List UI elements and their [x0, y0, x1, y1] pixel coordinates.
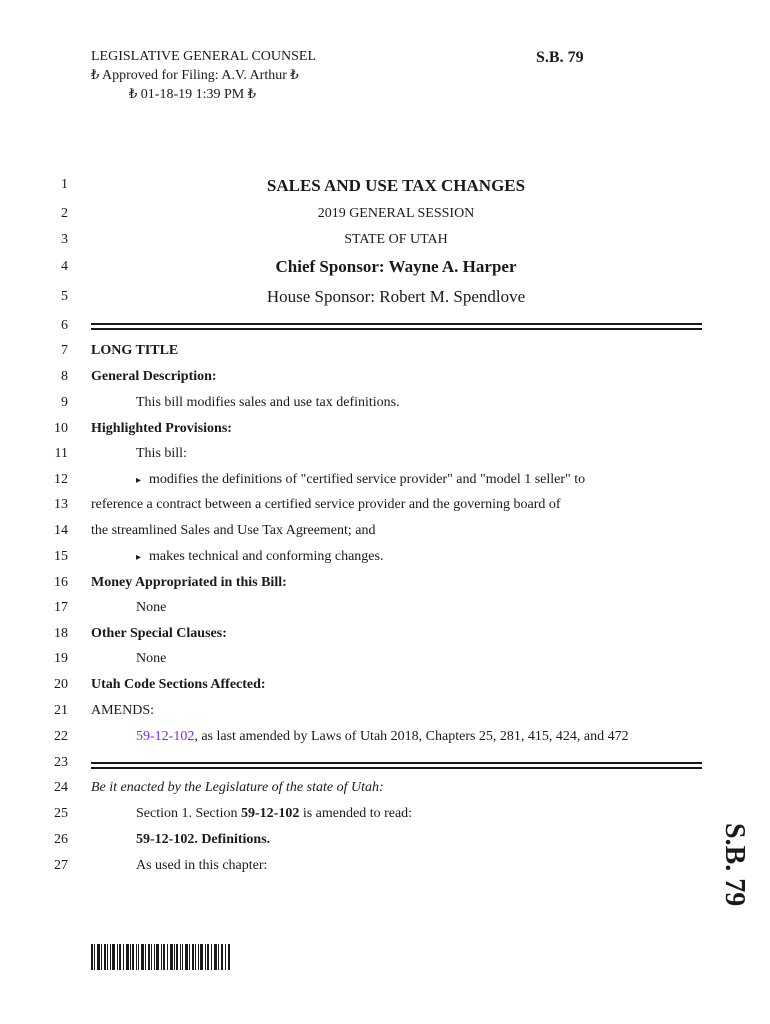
line-number: 25 — [54, 806, 68, 821]
line-number: 19 — [54, 651, 68, 666]
line-number: 2 — [61, 206, 68, 221]
approval-text: Approved for Filing: A.V. Arthur — [102, 68, 287, 83]
general-description-label: General Description: — [91, 369, 217, 384]
money-appropriated-label: Money Appropriated in this Bill: — [91, 575, 287, 590]
house-sponsor: House Sponsor: Robert M. Spendlove — [266, 287, 526, 306]
line-number: 11 — [54, 446, 68, 461]
line-number: 20 — [54, 677, 68, 692]
bullet-arrow-icon: ▸ — [136, 475, 142, 486]
provision-bullet — [136, 549, 383, 565]
bill-title: SALES AND USE TAX CHANGES — [266, 176, 526, 195]
title-divider — [91, 328, 702, 330]
money-appropriated-value: None — [136, 600, 167, 615]
filing-mark-icon: ₺ — [91, 67, 100, 82]
this-bill-text: This bill: — [136, 446, 187, 461]
chief-sponsor: Chief Sponsor: Wayne A. Harper — [275, 257, 517, 276]
datetime-line — [129, 85, 256, 103]
long-title-heading: LONG TITLE — [91, 343, 179, 358]
line-number: 21 — [54, 703, 68, 718]
line-number: 8 — [61, 369, 68, 384]
section-1-line — [136, 806, 412, 822]
section-link[interactable]: 59-12-102 — [136, 729, 195, 744]
title-divider — [91, 323, 702, 325]
line-number: 5 — [61, 289, 68, 304]
state-line: STATE OF UTAH — [344, 232, 448, 247]
line-number: 18 — [54, 626, 68, 641]
section-divider — [91, 762, 702, 764]
enacting-clause: Be it enacted by the Legislature of the state of Utah: — [91, 780, 384, 795]
as-used-text: As used in this chapter: — [136, 858, 268, 873]
section-divider — [91, 767, 702, 769]
line-number: 3 — [61, 232, 68, 247]
filing-mark-icon: ₺ — [129, 86, 138, 101]
line-number: 17 — [54, 600, 68, 615]
special-clauses-value: None — [136, 651, 167, 666]
provision-text: modifies the definitions of "certified service provider" and "model 1 seller" to — [149, 472, 586, 487]
provision-text-continued: reference a contract between a certified service provider and the governing board of — [91, 497, 561, 512]
amended-section-line — [136, 729, 629, 745]
code-sections-label: Utah Code Sections Affected: — [91, 677, 266, 692]
line-number: 10 — [54, 421, 68, 436]
filing-mark-icon: ₺ — [247, 86, 257, 101]
line-number: 4 — [61, 259, 68, 274]
line-number: 7 — [61, 343, 68, 358]
filing-mark-icon: ₺ — [290, 67, 299, 82]
line-number: 27 — [54, 858, 68, 873]
barcode-icon — [91, 944, 231, 970]
line-number: 15 — [54, 549, 68, 564]
provision-text-continued: the streamlined Sales and Use Tax Agreement; and — [91, 523, 376, 538]
amends-label: AMENDS: — [91, 703, 155, 718]
line-number: 14 — [54, 523, 68, 538]
provision-text: makes technical and conforming changes. — [149, 549, 384, 564]
line-number: 12 — [54, 472, 68, 487]
provision-bullet — [136, 472, 585, 488]
amended-section-detail: , as last amended by Laws of Utah 2018, Chapters 25, 281, 415, 424, and 472 — [194, 729, 629, 744]
line-number: 23 — [54, 755, 68, 770]
bill-number: S.B. 79 — [536, 49, 584, 66]
line-number: 22 — [54, 729, 68, 744]
section-1-number: 59-12-102 — [241, 806, 300, 821]
session-line: 2019 GENERAL SESSION — [317, 206, 475, 221]
special-clauses-label: Other Special Clauses: — [91, 626, 227, 641]
side-bill-number: S.B. 79 — [719, 823, 750, 907]
line-number: 1 — [61, 177, 68, 192]
line-number: 13 — [54, 497, 68, 512]
line-number: 6 — [61, 318, 68, 333]
section-1-suffix: is amended to read: — [299, 806, 413, 821]
bullet-arrow-icon: ▸ — [136, 552, 142, 563]
office-name: LEGISLATIVE GENERAL COUNSEL — [91, 49, 317, 64]
approval-line — [91, 66, 299, 84]
line-number: 24 — [54, 780, 68, 795]
line-number: 26 — [54, 832, 68, 847]
highlighted-provisions-label: Highlighted Provisions: — [91, 421, 232, 436]
definitions-heading: 59-12-102. Definitions. — [136, 832, 271, 847]
approval-datetime: 01-18-19 1:39 PM — [140, 87, 245, 102]
section-1-prefix: Section 1. Section — [136, 806, 241, 821]
general-description-text: This bill modifies sales and use tax definitions. — [136, 395, 400, 410]
line-number: 9 — [61, 395, 68, 410]
line-number: 16 — [54, 575, 68, 590]
